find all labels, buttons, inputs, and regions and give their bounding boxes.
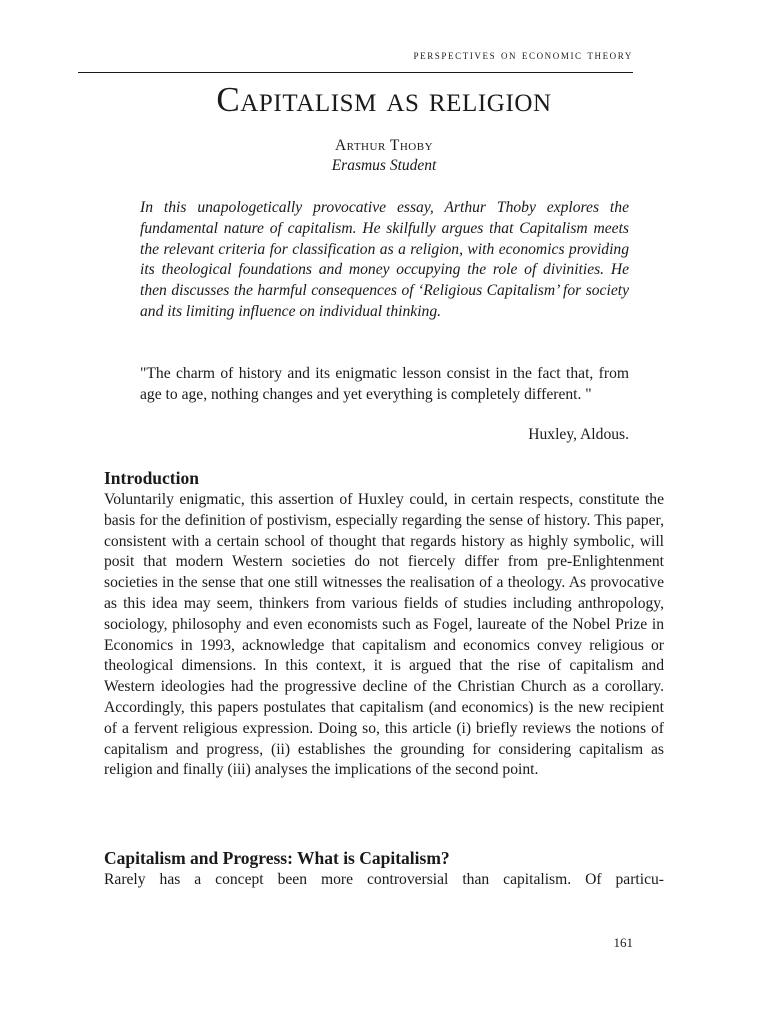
section-body-capitalism-progress: Rarely has a concept been more controversial than capitalism. Of particu- [104, 871, 664, 888]
author-affiliation: Erasmus Student [331, 157, 437, 174]
section-heading-introduction: Introduction [104, 468, 199, 488]
section-body-introduction: Voluntarily enigmatic, this assertion of Huxley could, in certain respects, constitute the basis for the definition of postivism, especially regarding the sense of history. This paper, consistent with a certain school of thought that regards history as highly symbolic, will posit that modern Western societies do not fiercely differ from pre-Enlightenment societies in the sense that one still witnesses the realisation of a theology. As provocative as this idea may seem, thinkers from various fields of studies including anthropology, sociology, philosophy and even economists such as Fogel, laureate of the Nobel Prize in Economics in 1993, acknowledge that capitalism and economics convey religious or theological dimensions. In this context, it is argued that the rise of capitalism and Western ideologies had the progressive decline of the Christian Church as a corollary. Accordingly, this papers postulates that capitalism (and economics) is the new recipient of a fervent religious expression. Doing so, this article (i) briefly reviews the notions of capitalism and progress, (ii) establishes the grounding for considering capitalism as religion and finally (iii) analyses the implications of the second point. [104, 491, 664, 779]
header-rule [78, 72, 633, 73]
author-name: Arthur Thoby [334, 137, 434, 154]
section-heading-capitalism-progress: Capitalism and Progress: What is Capitalism? [104, 848, 450, 868]
page-number: 161 [613, 935, 633, 950]
epigraph-quote: "The charm of history and its enigmatic lesson consist in the fact that, from age to age, nothing changes and yet everything is completely different. " [140, 365, 629, 403]
running-head: perspectives on economic theory [413, 48, 633, 62]
abstract: In this unapologetically provocative essay, Arthur Thoby explores the fundamental nature of capitalism. He skilfully argues that Capitalism meets the relevant criteria for classification as a religion, with economics providing its theological foundations and money occupying the role of divinities. He then discusses the harmful consequences of ‘Religious Capitalism’ for society and its limiting influence on individual thinking. [140, 199, 629, 320]
epigraph-attribution: Huxley, Aldous. [528, 426, 629, 443]
article-title: Capitalism as religion [216, 80, 552, 119]
